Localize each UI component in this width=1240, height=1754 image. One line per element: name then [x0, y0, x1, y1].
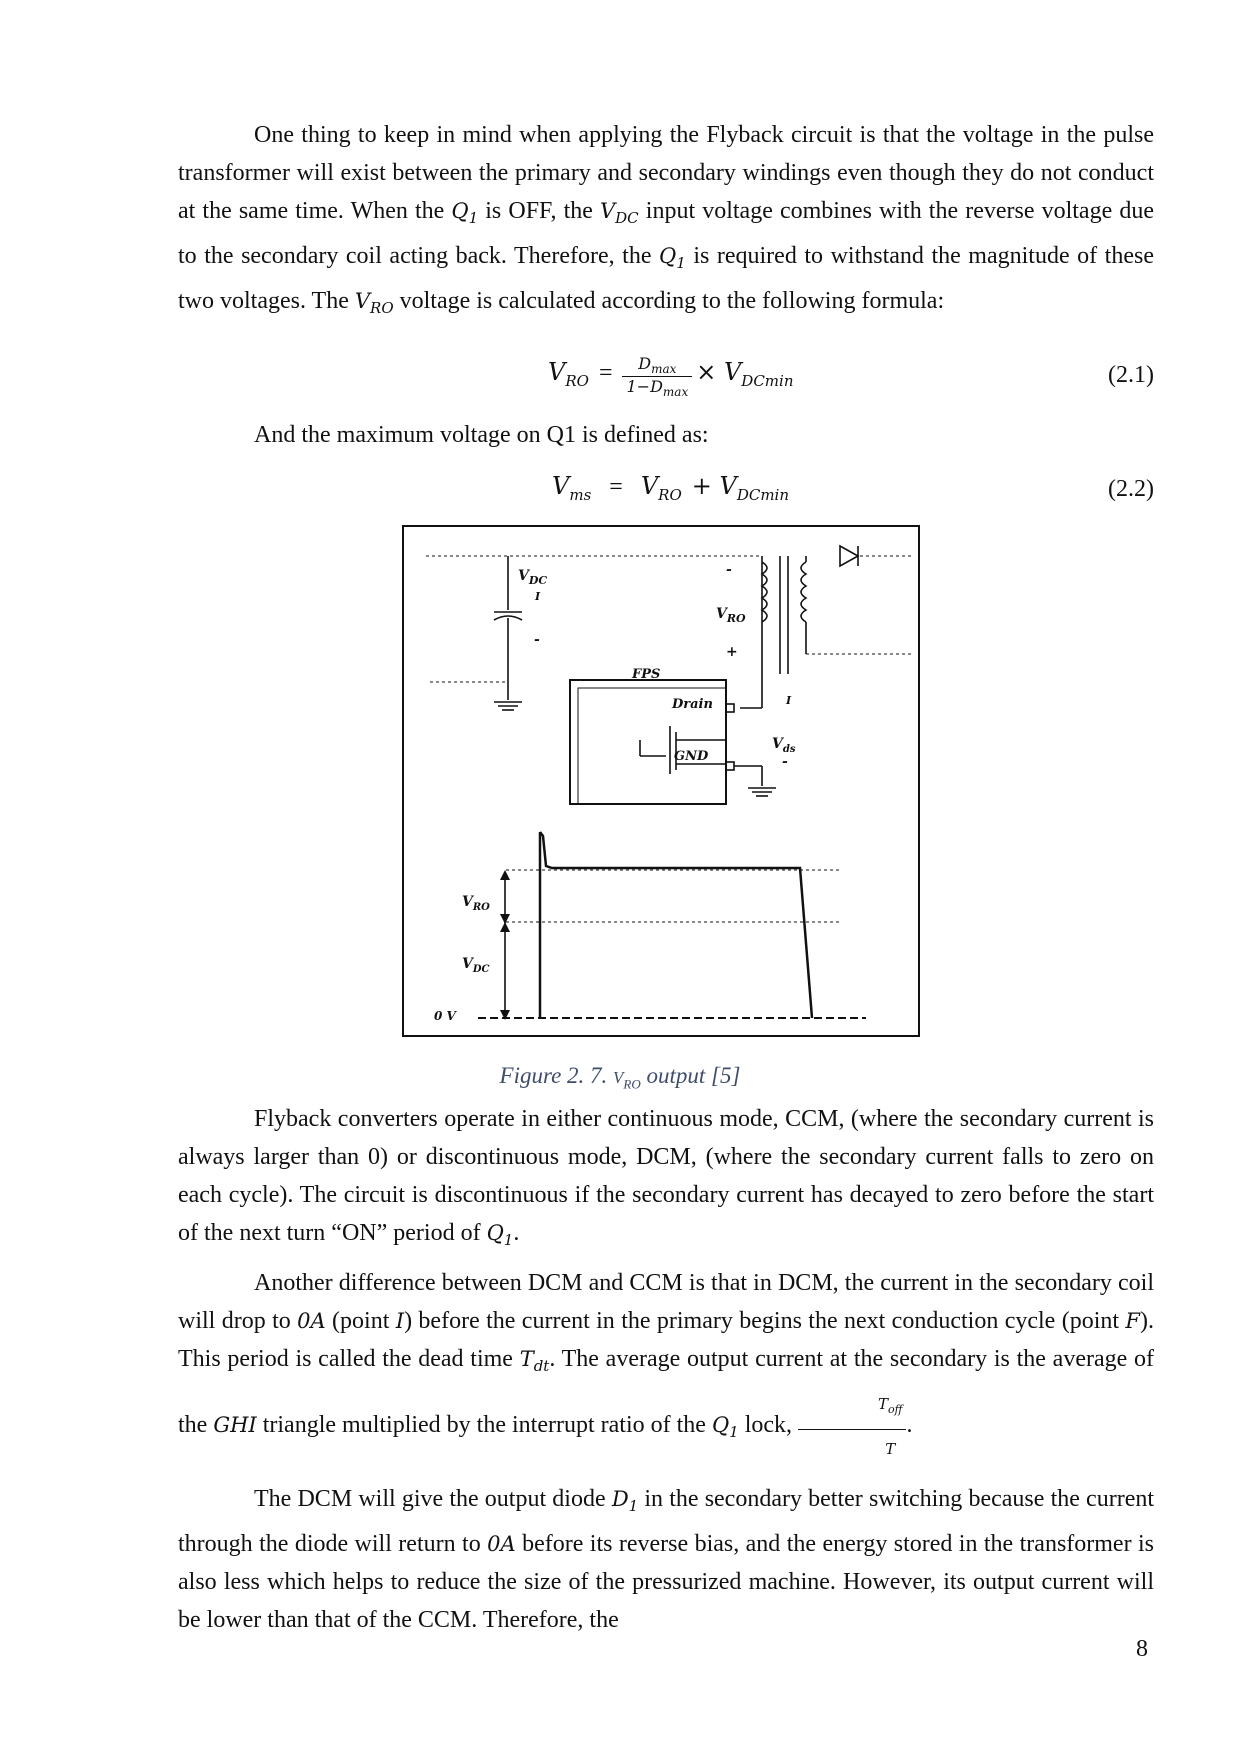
svg-text:-: -	[534, 632, 540, 648]
svg-text:-: -	[782, 754, 788, 770]
svg-text:0 V: 0 V	[434, 1009, 456, 1023]
page-number: 8	[1136, 1636, 1148, 1662]
svg-text:VDC: $V_{DC}$	[462, 956, 490, 975]
svg-text:FPS: FPS	[632, 667, 661, 682]
svg-text:GND: GND	[674, 749, 709, 764]
paragraph-4: The DCM will give the output diode $D_1$ in the secondary better switching because the current through the diode will return to 0A before its reverse bias, and the energy stored in the transformer is also less which helps to reduce the size of the pressurized machine. However, its output current will be lower than that of the CCM. Therefore, the	[178, 1486, 1155, 1634]
text-line: And the maximum voltage on Q1 is defined as:	[254, 422, 709, 448]
figure-caption: Figure 2. 7. $V_{RO}$ output [5]	[499, 1063, 741, 1092]
svg-text:VRO: $V_{RO}$	[462, 894, 490, 913]
paragraph-2: Flyback converters operate in either continuous mode, CCM, (where the secondary current is always larger than 0) or discontinuous mode, DCM, (where the secondary current falls to zero on each cycle). The circuit is discontinuous if the secondary current has decayed to zero before the start of the next turn “ON” period of $Q_1$.	[178, 1106, 1154, 1250]
svg-text:Vds: $V_{ds}$	[772, 736, 796, 755]
svg-text:I: I	[535, 590, 541, 603]
paragraph-1: One thing to keep in mind when applying the Flyback circuit is that the voltage in the pulse transformer will exist between the primary and secondary windings even though they do not conduct at the same time. When the $Q_1$ is OFF, the $V_{DC}$ input voltage combines with the reverse voltage due to the secondary coil acting back. Therefore, the $Q_1$ is required to withstand the magnitude of these two voltages. The $V_{RO}$ voltage is calculated according to the following formula:	[178, 122, 1154, 318]
paragraph-3: Another difference between DCM and CCM is that in DCM, the current in the secondary coil will drop to 0A (point I) before the current in the primary begins the next conduction cycle (point F). This period is called the dead time $T_{dt}$. The average output current at the secondary is the average of the GHI triangle multiplied by the interrupt ratio of the $Q_1$ lock, $\frac{T_{off}}{T}$ .	[178, 1270, 1155, 1459]
svg-text:VRO: $V_{RO}$	[716, 606, 746, 625]
equation-number-2-2: (2.2)	[1108, 476, 1154, 502]
svg-text:VDC: $V_{DC}$	[518, 568, 548, 587]
equation-2-1: $V_{RO}$ = $\frac{D_{max}}{1-D_{max}}$ × $V_{DCmin}$ (2.1)	[548, 354, 1154, 400]
svg-text:Drain: Drain	[672, 697, 713, 712]
svg-text:I: I	[786, 694, 792, 707]
figure-border	[403, 526, 919, 1036]
equation-2-2: $V_{ms} = V_{RO} + V_{DCmin}$ (2.2)	[552, 472, 1154, 504]
svg-text:-: -	[726, 562, 732, 578]
equation-number-2-1: (2.1)	[1108, 362, 1154, 388]
svg-text:+: +	[726, 644, 738, 660]
